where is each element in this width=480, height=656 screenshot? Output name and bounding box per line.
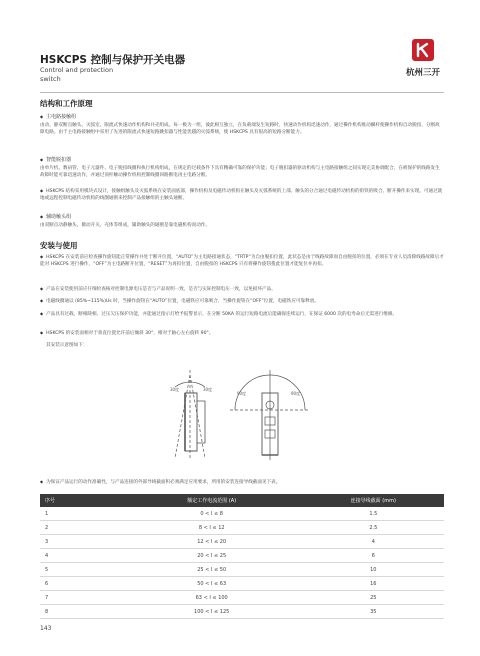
table-cell: 2 <box>40 521 121 535</box>
table-row <box>40 521 444 535</box>
angle-label: 90度 <box>237 391 247 396</box>
table-row <box>40 577 444 591</box>
table-cell: 12 < I ≤ 20 <box>121 535 303 549</box>
logo-icon <box>412 39 434 61</box>
table-cell: 8 < I ≤ 12 <box>121 521 303 535</box>
table-row <box>40 507 444 521</box>
table-cell: 1 <box>40 507 121 521</box>
install-item-4: ◆ 产品具有过载、断相缺相、过压欠压保护功能，并能通过指示灯给予报警显示，在分断 50KA 的运行短路电流后能确保连续运行，在保证 6000 次的电寿命后无需进行维修。 <box>40 310 444 318</box>
table-header-row <box>40 494 444 507</box>
header-divider <box>40 92 444 93</box>
header-cell: 连接导线截面 (mm) <box>303 494 444 507</box>
angle-label: 30度 <box>203 387 213 392</box>
diagram-caption: 其安装示意图如下： <box>46 343 88 348</box>
brand-logo <box>402 39 444 83</box>
table-cell: 0 < I ≤ 8 <box>121 507 303 521</box>
subheading-aux-contact: ◆ 辅助触头组 <box>40 213 71 220</box>
installation-diagram <box>145 355 335 470</box>
header-cell: 额定工作电流范围 (A) <box>121 494 303 507</box>
table-cell: 5 <box>40 563 121 577</box>
table-row <box>40 549 444 563</box>
subheading-trip-unit: ◆ 智能脱扣器 <box>40 156 71 163</box>
table-cell: 25 <box>303 591 444 605</box>
table-cell: 25 < I ≤ 50 <box>121 563 303 577</box>
table-row <box>40 535 444 549</box>
wire-size-table <box>40 494 444 619</box>
table-cell: 16 <box>303 577 444 591</box>
section-heading-structure: 结构和工作原理 <box>40 99 93 108</box>
paragraph-main-contact: 由动、静双断点触头、灭弧室、限流式快速动作机构和并壳组成。每一极为一组，彼此相互独立，在负载端发生短路时，快速动作机构迅速动作，通过操作机构推动棘杆使操作机构自动脱扣，分断故障电路。由于主电路接触组中采用了先进的限流式快速短路跳扣器与性能优越的灭弧系统，使 HSKCPS 具有很高的短路分断能力。 <box>40 123 440 136</box>
table-cell: 4 <box>303 535 444 549</box>
table-cell: 6 <box>40 577 121 591</box>
table-row <box>40 605 444 619</box>
table-cell: 2.5 <box>303 521 444 535</box>
table-cell: 7 <box>40 591 121 605</box>
angle-label: 90度 <box>291 391 301 396</box>
table-row <box>40 563 444 577</box>
install-item-2: ◆ 产品在安装使用前应仔细检查核对控制电源电压是否与产品说明一致，是否与实际控制电压一致，以免损坏产品。 <box>40 285 444 293</box>
paragraph-trip-unit: 由单片机、数码管、电子元器件、电子脱扣线圈和执行机构组成，在规定的过载条件下具有精确可靠的保护功能；电子脱扣器的驱动机构与主电路接触组之间实现完美协调配合，在被保护的线路发生故障时能可靠迅速动作，并通过顶杆触动操作机构控制线圈回路断电再主电路分断。 <box>40 166 440 179</box>
subheading-main-contact: ◆ 主电路接触组 <box>40 113 76 120</box>
table-note: ◆ 为保证产品运行的动作准确性，与产品连接的外部导线截面积必须满足应用要求，所用的安装连接导线截面见下表。 <box>40 478 444 486</box>
table-cell: 20 < I ≤ 25 <box>121 549 303 563</box>
table-cell: 1.5 <box>303 507 444 521</box>
install-item-1: ◆ HSKCPS 在安装前应检查操作旋钮能正常操作并处于断开位置，“AUTO”为主电路接通状态，“TRTP”为自由脱扣位置，此状态是由于线路故障而自由脱扣的位置，必须在专业人员清除线路故障后才能对 HSKCPS 进行操作，“OFF”为主电路断开位置，“RESET”为再扣位置，自由脱扣的 HSKCPS 只有将操作旋钮拨此位置才能复位并再扣。 <box>40 253 444 269</box>
page-title: HSKCPS 控制与保护开关电器 <box>40 54 186 66</box>
paragraph-structure: ◆ HSKCPS 结构采用模块式设计，接触组触头及灭弧系统在安装面底部，操作机构及电磁传动机构在触头及灭弧系统的上部。触头的分合通过电磁传动机构的衔铁的吸合、断开操作来实现。可通过就地或远程控制电磁传动机构的线圈通断来控制产品接触组的主触头通断。 <box>40 187 444 203</box>
table-cell: 100 < I ≤ 125 <box>121 605 303 619</box>
table-cell: 4 <box>40 549 121 563</box>
table-cell: 35 <box>303 605 444 619</box>
install-item-3: ◆ 电磁线圈通以 (85%~115%)Us 时，当操作旋钮在“AUTO”位置，电磁铁应可靠吸合，当操作旋钮在“OFF”位置，电磁铁应可靠释放。 <box>40 297 444 305</box>
angle-label: 30度 <box>170 387 180 392</box>
table-row <box>40 591 444 605</box>
table-cell: 3 <box>40 535 121 549</box>
brand-name: 杭州三开 <box>405 68 440 78</box>
table-cell: 8 <box>40 605 121 619</box>
install-item-5: ◆ HSKCPS 的安装面相对于垂直位置允许前后倾斜 30°，相对于轴心左右旋转 90°。 <box>40 329 444 337</box>
table-cell: 50 < I ≤ 63 <box>121 577 303 591</box>
page-subtitle: Control and protection switch <box>40 66 114 83</box>
rotation-view <box>230 370 310 460</box>
header-cell: 序号 <box>40 494 121 507</box>
paragraph-aux-contact: 由双断点动静触头、微动开关、壳体等组成，辅助触头的通断是靠电磁机构而动作。 <box>40 223 210 228</box>
section-heading-install: 安装与使用 <box>40 241 78 250</box>
table-cell: 10 <box>303 563 444 577</box>
table-cell: 63 < I ≤ 100 <box>121 591 303 605</box>
page-number: 143 <box>40 625 52 632</box>
tilt-view <box>175 370 205 460</box>
table-cell: 6 <box>303 549 444 563</box>
